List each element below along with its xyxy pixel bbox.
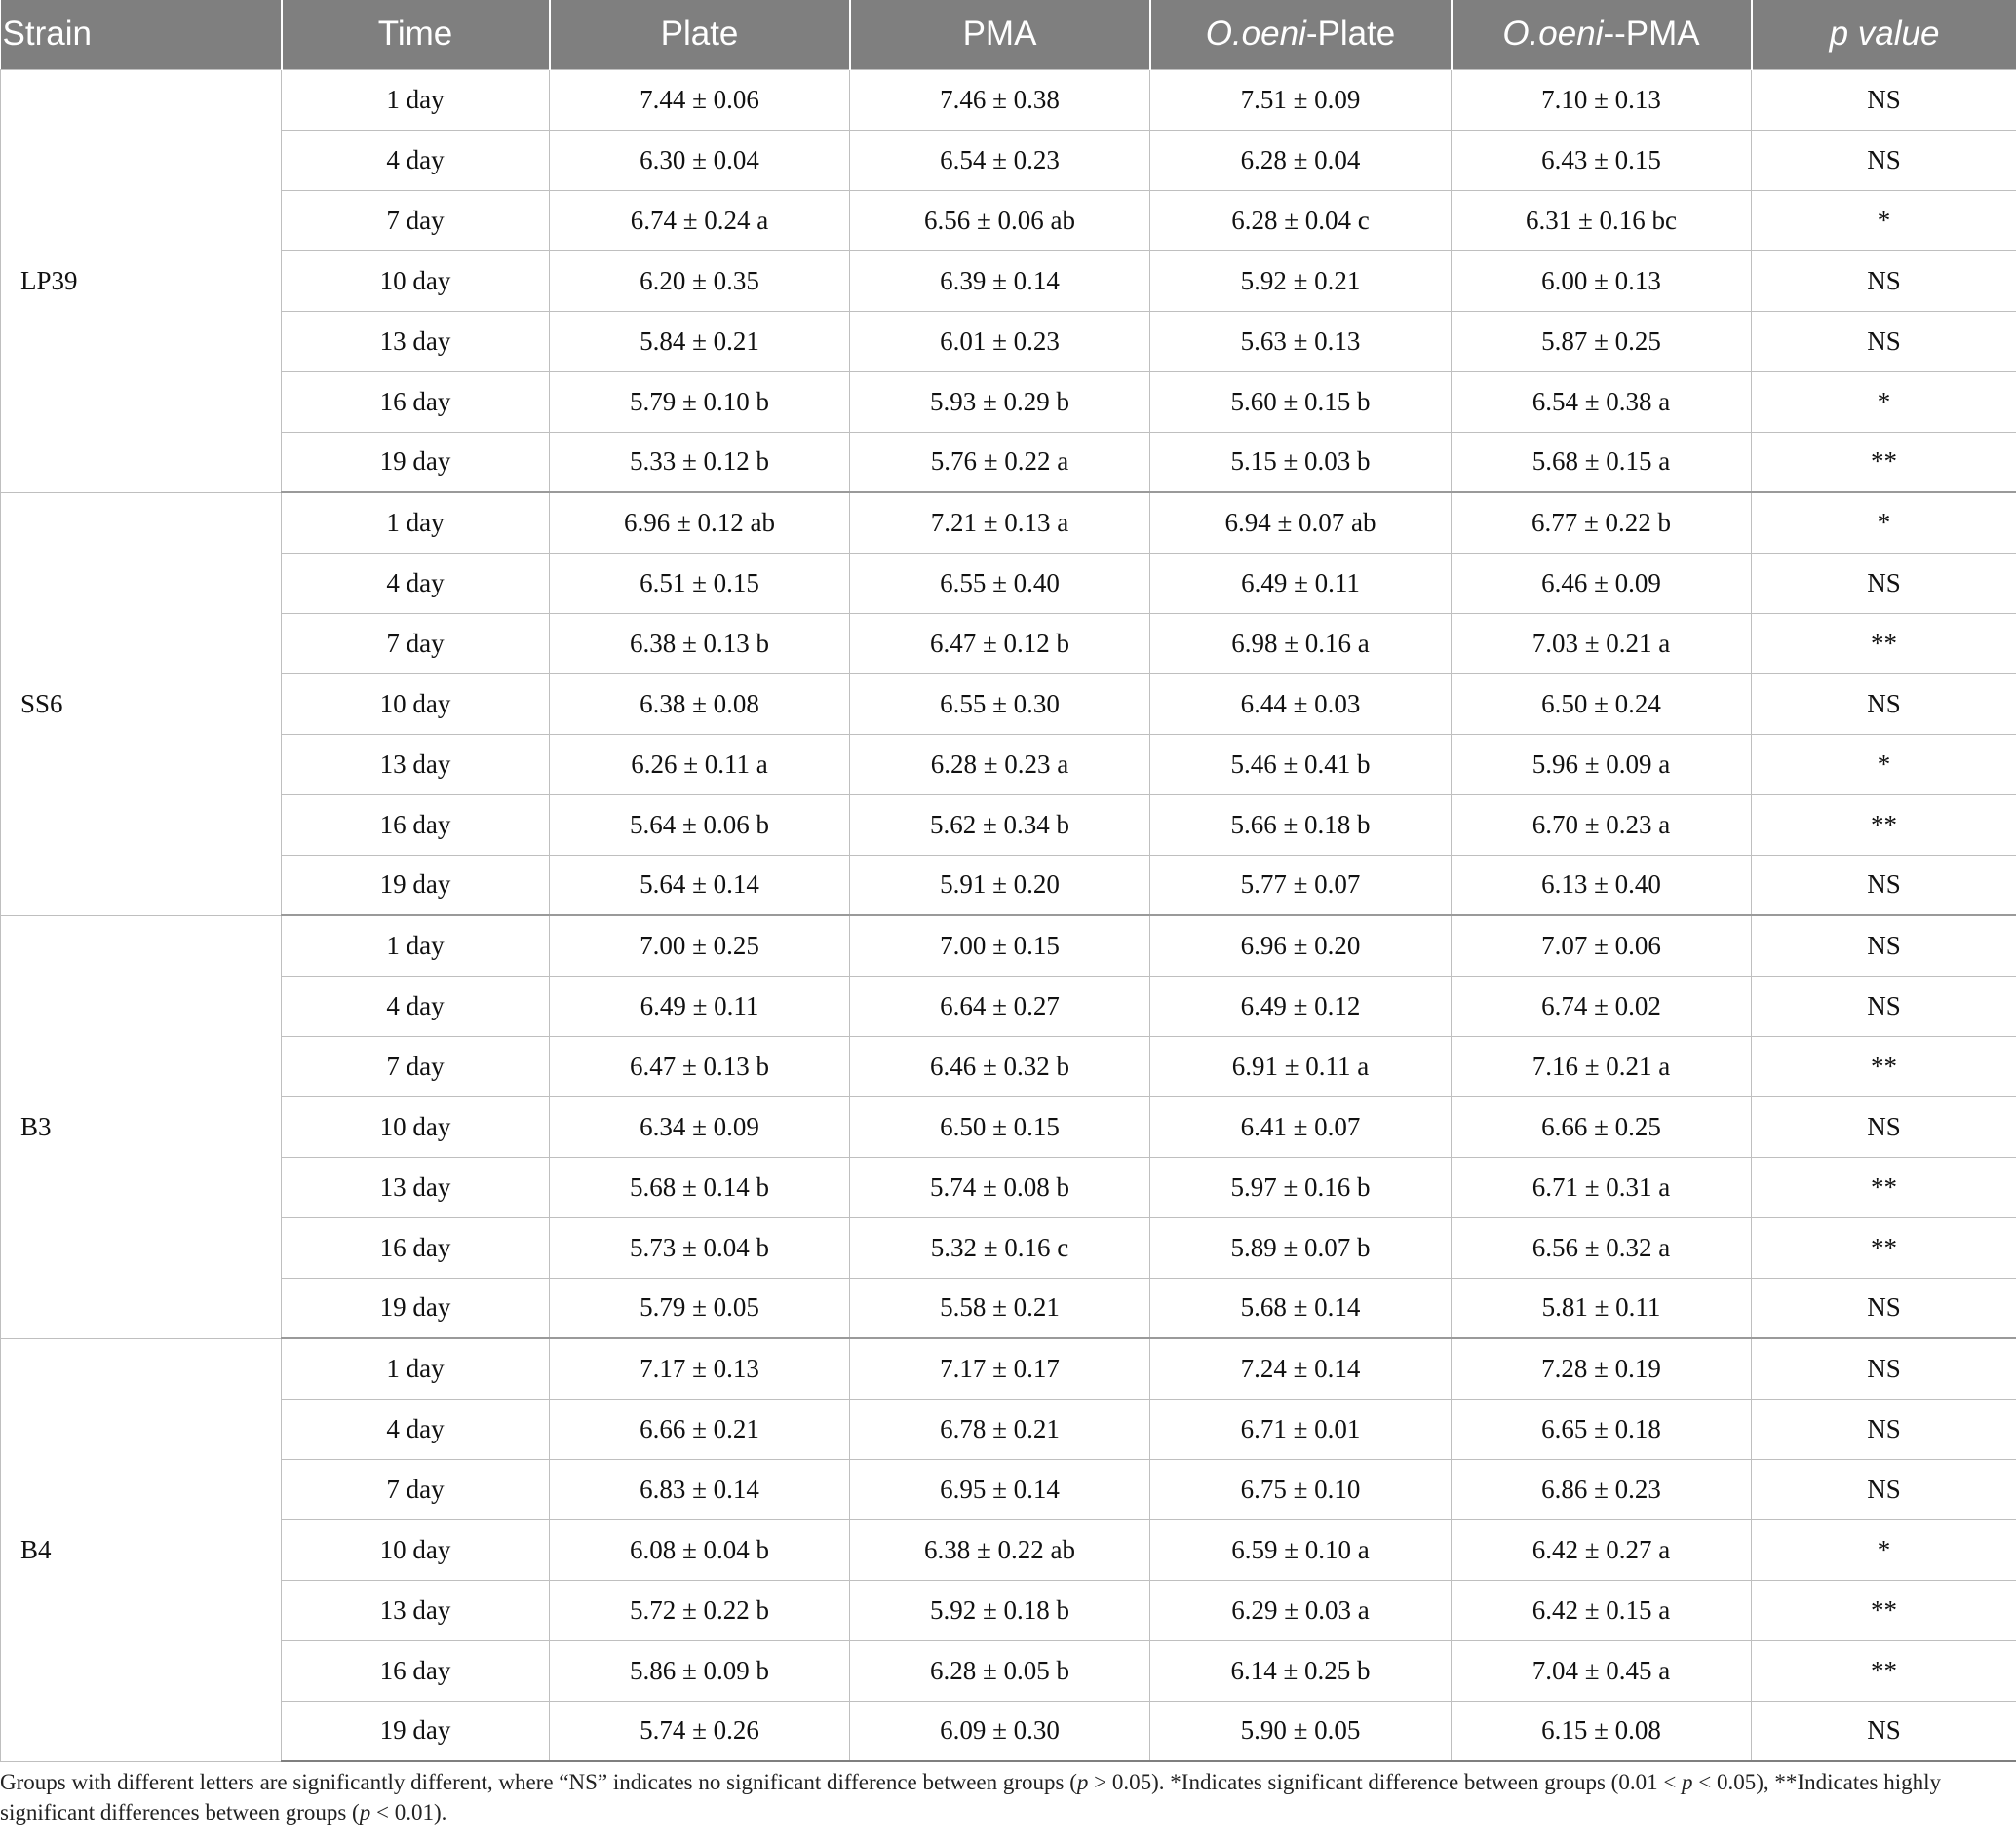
cell-plate: 6.26 ± 0.11 a [550, 734, 850, 794]
cell-time: 19 day [282, 855, 550, 915]
cell-oeni-plate: 5.15 ± 0.03 b [1150, 432, 1452, 492]
cell-time: 4 day [282, 553, 550, 613]
cell-p-value: * [1752, 371, 2016, 432]
cell-oeni-plate: 6.28 ± 0.04 c [1150, 190, 1452, 250]
header-p-value-text: p value [1829, 15, 1940, 54]
header-oeni-pma-suffix: --PMA [1603, 15, 1700, 54]
cell-pma: 7.00 ± 0.15 [850, 915, 1150, 976]
cell-time: 1 day [282, 1338, 550, 1399]
footnote-p-2: p [1682, 1770, 1693, 1794]
table-footnote [0, 1767, 1998, 1827]
table-row [1, 1157, 2016, 1217]
cell-oeni-plate: 5.63 ± 0.13 [1150, 311, 1452, 371]
header-p-value [1752, 0, 2016, 69]
cell-time: 1 day [282, 69, 550, 130]
cell-p-value: NS [1752, 553, 2016, 613]
cell-pma: 6.28 ± 0.23 a [850, 734, 1150, 794]
cell-plate: 6.38 ± 0.08 [550, 673, 850, 734]
cell-oeni-plate: 6.44 ± 0.03 [1150, 673, 1452, 734]
table-row [1, 492, 2016, 553]
cell-p-value: NS [1752, 915, 2016, 976]
cell-pma: 5.62 ± 0.34 b [850, 794, 1150, 855]
cell-oeni-plate: 6.28 ± 0.04 [1150, 130, 1452, 190]
cell-plate: 5.73 ± 0.04 b [550, 1217, 850, 1278]
cell-pma: 7.17 ± 0.17 [850, 1338, 1150, 1399]
cell-oeni-plate: 5.66 ± 0.18 b [1150, 794, 1452, 855]
cell-oeni-plate: 5.60 ± 0.15 b [1150, 371, 1452, 432]
cell-p-value: NS [1752, 1701, 2016, 1761]
cell-plate: 6.34 ± 0.09 [550, 1096, 850, 1157]
cell-pma: 6.78 ± 0.21 [850, 1399, 1150, 1459]
cell-plate: 5.74 ± 0.26 [550, 1701, 850, 1761]
cell-time: 19 day [282, 1278, 550, 1338]
table-row [1, 190, 2016, 250]
cell-pma: 6.09 ± 0.30 [850, 1701, 1150, 1761]
cell-strain: B3 [1, 915, 282, 1338]
cell-oeni-pma: 6.31 ± 0.16 bc [1452, 190, 1752, 250]
cell-plate: 7.17 ± 0.13 [550, 1338, 850, 1399]
cell-plate: 7.00 ± 0.25 [550, 915, 850, 976]
cell-oeni-pma: 6.77 ± 0.22 b [1452, 492, 1752, 553]
cell-p-value: NS [1752, 1399, 2016, 1459]
cell-p-value: NS [1752, 69, 2016, 130]
cell-oeni-pma: 5.68 ± 0.15 a [1452, 432, 1752, 492]
cell-oeni-plate: 6.98 ± 0.16 a [1150, 613, 1452, 673]
table-row [1, 1338, 2016, 1399]
cell-oeni-plate: 6.41 ± 0.07 [1150, 1096, 1452, 1157]
cell-oeni-pma: 6.66 ± 0.25 [1452, 1096, 1752, 1157]
cell-oeni-plate: 5.46 ± 0.41 b [1150, 734, 1452, 794]
table-row [1, 1096, 2016, 1157]
cell-pma: 6.54 ± 0.23 [850, 130, 1150, 190]
cell-p-value: * [1752, 190, 2016, 250]
cell-p-value: * [1752, 492, 2016, 553]
cell-time: 13 day [282, 1157, 550, 1217]
cell-pma: 5.58 ± 0.21 [850, 1278, 1150, 1338]
cell-p-value: * [1752, 734, 2016, 794]
cell-plate: 5.64 ± 0.14 [550, 855, 850, 915]
cell-oeni-plate: 6.91 ± 0.11 a [1150, 1036, 1452, 1096]
cell-plate: 6.30 ± 0.04 [550, 130, 850, 190]
table-row [1, 1580, 2016, 1640]
cell-time: 16 day [282, 1640, 550, 1701]
cell-oeni-pma: 7.10 ± 0.13 [1452, 69, 1752, 130]
cell-plate: 6.83 ± 0.14 [550, 1459, 850, 1519]
cell-p-value: NS [1752, 976, 2016, 1036]
table-row [1, 1036, 2016, 1096]
cell-time: 13 day [282, 311, 550, 371]
cell-strain: SS6 [1, 492, 282, 915]
cell-oeni-plate: 6.49 ± 0.12 [1150, 976, 1452, 1036]
table-row [1, 734, 2016, 794]
cell-time: 10 day [282, 250, 550, 311]
header-oeni-pma-species: O.oeni [1502, 15, 1604, 54]
footnote-text-4: < 0.01). [370, 1800, 447, 1825]
cell-p-value: NS [1752, 1338, 2016, 1399]
cell-plate: 5.79 ± 0.10 b [550, 371, 850, 432]
cell-time: 10 day [282, 673, 550, 734]
table-row [1, 1640, 2016, 1701]
cell-pma: 6.38 ± 0.22 ab [850, 1519, 1150, 1580]
cell-plate: 5.79 ± 0.05 [550, 1278, 850, 1338]
cell-oeni-pma: 6.50 ± 0.24 [1452, 673, 1752, 734]
cell-oeni-pma: 6.56 ± 0.32 a [1452, 1217, 1752, 1278]
table-row [1, 1701, 2016, 1761]
cell-pma: 6.01 ± 0.23 [850, 311, 1150, 371]
cell-time: 7 day [282, 1459, 550, 1519]
footnote-p-3: p [359, 1800, 371, 1825]
table-body [1, 69, 2016, 1761]
header-oeni-plate-suffix: -Plate [1305, 15, 1396, 54]
cell-p-value: NS [1752, 130, 2016, 190]
cell-p-value: * [1752, 1519, 2016, 1580]
cell-pma: 6.64 ± 0.27 [850, 976, 1150, 1036]
cell-pma: 5.91 ± 0.20 [850, 855, 1150, 915]
cell-oeni-plate: 7.51 ± 0.09 [1150, 69, 1452, 130]
table-row [1, 976, 2016, 1036]
cell-plate: 6.47 ± 0.13 b [550, 1036, 850, 1096]
cell-pma: 6.55 ± 0.40 [850, 553, 1150, 613]
table-row [1, 1519, 2016, 1580]
cell-plate: 5.84 ± 0.21 [550, 311, 850, 371]
cell-strain: LP39 [1, 69, 282, 492]
cell-oeni-plate: 6.96 ± 0.20 [1150, 915, 1452, 976]
cell-strain: B4 [1, 1338, 282, 1761]
cell-time: 16 day [282, 1217, 550, 1278]
cell-oeni-plate: 7.24 ± 0.14 [1150, 1338, 1452, 1399]
cell-oeni-pma: 6.65 ± 0.18 [1452, 1399, 1752, 1459]
cell-oeni-plate: 6.94 ± 0.07 ab [1150, 492, 1452, 553]
header-oeni-plate-species: O.oeni [1205, 15, 1306, 54]
header-strain: Strain [1, 0, 282, 69]
cell-plate: 6.38 ± 0.13 b [550, 613, 850, 673]
cell-p-value: ** [1752, 432, 2016, 492]
cell-pma: 5.92 ± 0.18 b [850, 1580, 1150, 1640]
cell-time: 13 day [282, 734, 550, 794]
table-row [1, 432, 2016, 492]
table-row [1, 130, 2016, 190]
table-row [1, 553, 2016, 613]
cell-oeni-plate: 6.29 ± 0.03 a [1150, 1580, 1452, 1640]
cell-time: 4 day [282, 130, 550, 190]
cell-oeni-pma: 6.42 ± 0.27 a [1452, 1519, 1752, 1580]
table-row [1, 371, 2016, 432]
table-row [1, 794, 2016, 855]
cell-oeni-plate: 6.71 ± 0.01 [1150, 1399, 1452, 1459]
cell-time: 19 day [282, 432, 550, 492]
cell-time: 4 day [282, 976, 550, 1036]
cell-plate: 7.44 ± 0.06 [550, 69, 850, 130]
cell-p-value: ** [1752, 794, 2016, 855]
header-pma: PMA [850, 0, 1150, 69]
cell-oeni-pma: 7.16 ± 0.21 a [1452, 1036, 1752, 1096]
cell-oeni-pma: 6.71 ± 0.31 a [1452, 1157, 1752, 1217]
cell-oeni-pma: 6.86 ± 0.23 [1452, 1459, 1752, 1519]
cell-oeni-pma: 6.13 ± 0.40 [1452, 855, 1752, 915]
cell-oeni-pma: 6.70 ± 0.23 a [1452, 794, 1752, 855]
cell-pma: 6.28 ± 0.05 b [850, 1640, 1150, 1701]
cell-pma: 6.39 ± 0.14 [850, 250, 1150, 311]
cell-pma: 6.55 ± 0.30 [850, 673, 1150, 734]
cell-plate: 6.49 ± 0.11 [550, 976, 850, 1036]
cell-oeni-pma: 7.07 ± 0.06 [1452, 915, 1752, 976]
table-row [1, 69, 2016, 130]
header-oeni-plate [1150, 0, 1452, 69]
cell-pma: 5.76 ± 0.22 a [850, 432, 1150, 492]
cell-oeni-pma: 5.96 ± 0.09 a [1452, 734, 1752, 794]
footnote-p-1: p [1076, 1770, 1089, 1794]
table-row [1, 1217, 2016, 1278]
cell-oeni-plate: 6.75 ± 0.10 [1150, 1459, 1452, 1519]
cell-p-value: ** [1752, 1580, 2016, 1640]
cell-time: 7 day [282, 613, 550, 673]
cell-pma: 6.47 ± 0.12 b [850, 613, 1150, 673]
cell-pma: 7.46 ± 0.38 [850, 69, 1150, 130]
cell-oeni-plate: 5.92 ± 0.21 [1150, 250, 1452, 311]
cell-oeni-plate: 5.89 ± 0.07 b [1150, 1217, 1452, 1278]
cell-time: 7 day [282, 1036, 550, 1096]
header-row [1, 0, 2016, 69]
cell-time: 16 day [282, 794, 550, 855]
cell-time: 4 day [282, 1399, 550, 1459]
cell-p-value: NS [1752, 1096, 2016, 1157]
cell-plate: 5.68 ± 0.14 b [550, 1157, 850, 1217]
table-row [1, 311, 2016, 371]
cell-p-value: ** [1752, 1036, 2016, 1096]
cell-time: 19 day [282, 1701, 550, 1761]
table-row [1, 1459, 2016, 1519]
cell-time: 16 day [282, 371, 550, 432]
cell-oeni-pma: 6.42 ± 0.15 a [1452, 1580, 1752, 1640]
cell-time: 7 day [282, 190, 550, 250]
cell-p-value: NS [1752, 1459, 2016, 1519]
cell-plate: 6.20 ± 0.35 [550, 250, 850, 311]
cell-oeni-pma: 7.03 ± 0.21 a [1452, 613, 1752, 673]
cell-plate: 6.74 ± 0.24 a [550, 190, 850, 250]
cell-oeni-pma: 5.87 ± 0.25 [1452, 311, 1752, 371]
cell-oeni-pma: 6.74 ± 0.02 [1452, 976, 1752, 1036]
cell-time: 1 day [282, 492, 550, 553]
cell-pma: 6.50 ± 0.15 [850, 1096, 1150, 1157]
cell-oeni-pma: 6.00 ± 0.13 [1452, 250, 1752, 311]
cell-oeni-pma: 5.81 ± 0.11 [1452, 1278, 1752, 1338]
cell-plate: 5.64 ± 0.06 b [550, 794, 850, 855]
table-row [1, 673, 2016, 734]
table-row [1, 613, 2016, 673]
cell-oeni-pma: 7.28 ± 0.19 [1452, 1338, 1752, 1399]
cell-oeni-pma: 6.46 ± 0.09 [1452, 553, 1752, 613]
cell-oeni-pma: 7.04 ± 0.45 a [1452, 1640, 1752, 1701]
cell-p-value: ** [1752, 1157, 2016, 1217]
cell-oeni-plate: 6.14 ± 0.25 b [1150, 1640, 1452, 1701]
cell-plate: 5.33 ± 0.12 b [550, 432, 850, 492]
cell-p-value: NS [1752, 1278, 2016, 1338]
cell-oeni-plate: 5.77 ± 0.07 [1150, 855, 1452, 915]
footnote-text-2: > 0.05). *Indicates significant difference between groups (0.01 < [1088, 1770, 1683, 1794]
cell-plate: 6.51 ± 0.15 [550, 553, 850, 613]
footnote-text-1: Groups with different letters are significantly different, where “NS” indicates no significant difference between groups ( [0, 1770, 1077, 1794]
cell-p-value: NS [1752, 673, 2016, 734]
cell-pma: 5.32 ± 0.16 c [850, 1217, 1150, 1278]
cell-pma: 5.74 ± 0.08 b [850, 1157, 1150, 1217]
cell-p-value: ** [1752, 613, 2016, 673]
table-row [1, 1278, 2016, 1338]
cell-time: 10 day [282, 1519, 550, 1580]
header-time: Time [282, 0, 550, 69]
cell-plate: 6.96 ± 0.12 ab [550, 492, 850, 553]
cell-oeni-plate: 6.59 ± 0.10 a [1150, 1519, 1452, 1580]
cell-time: 13 day [282, 1580, 550, 1640]
cell-plate: 5.86 ± 0.09 b [550, 1640, 850, 1701]
header-oeni-pma [1452, 0, 1752, 69]
cell-pma: 6.46 ± 0.32 b [850, 1036, 1150, 1096]
cell-p-value: NS [1752, 250, 2016, 311]
cell-oeni-pma: 6.54 ± 0.38 a [1452, 371, 1752, 432]
cell-pma: 7.21 ± 0.13 a [850, 492, 1150, 553]
cell-oeni-plate: 6.49 ± 0.11 [1150, 553, 1452, 613]
cell-plate: 5.72 ± 0.22 b [550, 1580, 850, 1640]
table-row [1, 855, 2016, 915]
cell-time: 10 day [282, 1096, 550, 1157]
cell-oeni-plate: 5.90 ± 0.05 [1150, 1701, 1452, 1761]
cell-p-value: ** [1752, 1217, 2016, 1278]
cell-plate: 6.66 ± 0.21 [550, 1399, 850, 1459]
cell-p-value: NS [1752, 855, 2016, 915]
cell-oeni-pma: 6.15 ± 0.08 [1452, 1701, 1752, 1761]
cell-pma: 6.95 ± 0.14 [850, 1459, 1150, 1519]
cell-oeni-pma: 6.43 ± 0.15 [1452, 130, 1752, 190]
cell-plate: 6.08 ± 0.04 b [550, 1519, 850, 1580]
header-plate: Plate [550, 0, 850, 69]
cell-p-value: NS [1752, 311, 2016, 371]
cell-p-value: ** [1752, 1640, 2016, 1701]
cell-oeni-plate: 5.68 ± 0.14 [1150, 1278, 1452, 1338]
table-row [1, 915, 2016, 976]
cell-pma: 5.93 ± 0.29 b [850, 371, 1150, 432]
table-row [1, 250, 2016, 311]
cell-pma: 6.56 ± 0.06 ab [850, 190, 1150, 250]
table-row [1, 1399, 2016, 1459]
cell-time: 1 day [282, 915, 550, 976]
footnote-text-3: < 0.05), **Indicates highly significant differences between groups ( [0, 1770, 1941, 1825]
cell-oeni-plate: 5.97 ± 0.16 b [1150, 1157, 1452, 1217]
